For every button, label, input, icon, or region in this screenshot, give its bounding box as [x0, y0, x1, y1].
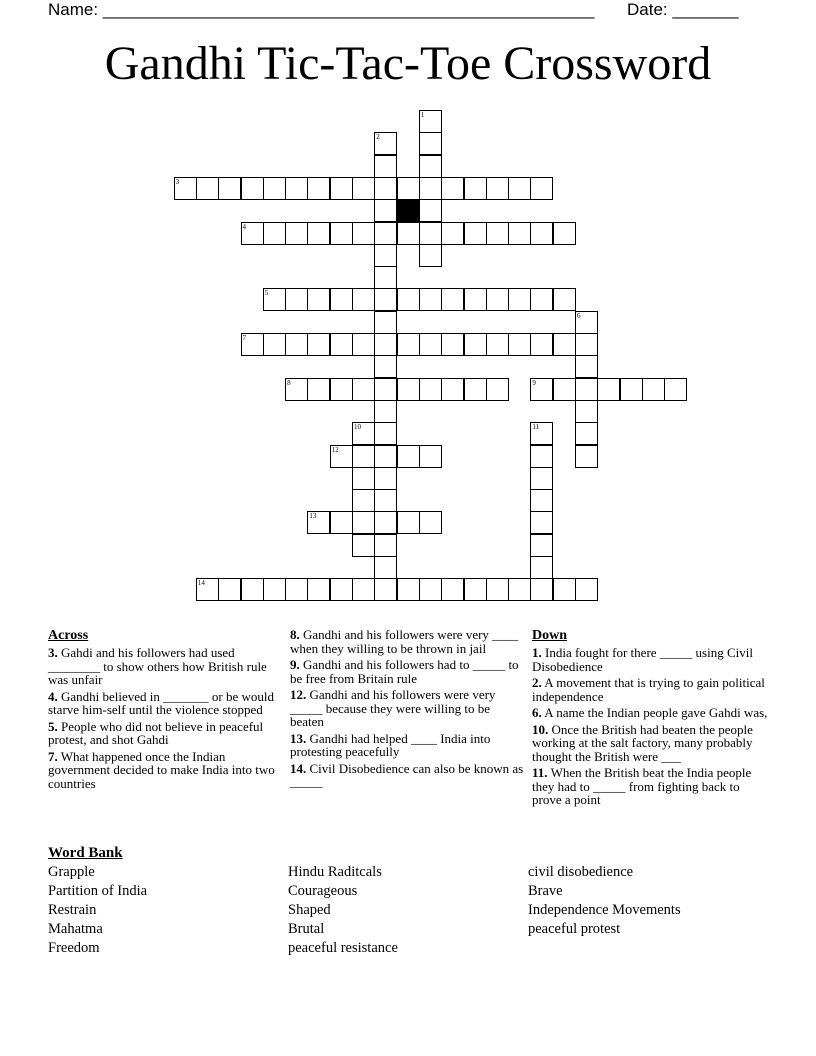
grid-cell[interactable]	[263, 578, 286, 601]
grid-cell[interactable]	[575, 378, 598, 401]
clue-text: Gandhi believed in _______ or be would starve him-self until the violence stopped	[48, 688, 275, 717]
grid-cell[interactable]	[575, 422, 598, 445]
grid-cell[interactable]	[464, 177, 487, 200]
grid-cell[interactable]	[330, 578, 353, 601]
grid-cell[interactable]	[419, 511, 442, 534]
grid-cell[interactable]	[218, 177, 241, 200]
word-bank-column-2	[288, 863, 398, 958]
grid-cell[interactable]	[330, 511, 353, 534]
clue-across-14	[290, 762, 525, 789]
word-bank-item: peaceful protest	[528, 921, 621, 937]
grid-cell[interactable]	[419, 378, 442, 401]
clue-down-1	[532, 646, 768, 673]
grid-cell[interactable]	[307, 378, 330, 401]
grid-cell[interactable]	[374, 400, 397, 423]
grid-cell[interactable]	[397, 445, 420, 468]
cell-number: 7	[242, 334, 246, 342]
grid-cell[interactable]	[218, 578, 241, 601]
grid-cell[interactable]	[374, 311, 397, 334]
grid-cell[interactable]	[575, 445, 598, 468]
grid-cell[interactable]	[464, 378, 487, 401]
grid-cell[interactable]	[530, 222, 553, 245]
cell-number: 1	[420, 111, 425, 119]
grid-cell[interactable]	[553, 288, 576, 311]
clue-number: 7.	[48, 748, 58, 764]
clue-number: 10.	[532, 721, 549, 737]
grid-cell[interactable]	[374, 222, 397, 245]
word-bank-item: Shaped	[288, 902, 331, 918]
cell-number: 6	[577, 311, 581, 320]
grid-cell[interactable]	[419, 177, 442, 200]
grid-cell[interactable]	[575, 400, 598, 423]
grid-cell[interactable]	[330, 288, 353, 311]
grid-cell[interactable]	[330, 378, 353, 401]
grid-cell[interactable]	[530, 445, 553, 468]
grid-cell[interactable]	[464, 578, 487, 601]
grid-cell[interactable]	[263, 288, 286, 311]
word-bank-item: civil disobedience	[528, 864, 634, 880]
grid-cell[interactable]	[352, 333, 375, 356]
word-bank-item: Freedom	[48, 940, 100, 956]
word-bank-item: Hindu Raditcals	[288, 864, 382, 880]
grid-cell[interactable]	[575, 355, 598, 378]
grid-cell[interactable]	[419, 244, 442, 267]
cell-number: 13	[309, 512, 317, 521]
grid-cell[interactable]	[241, 222, 264, 245]
name-field-label: Name: ____________________________________________________	[48, 0, 595, 19]
grid-cell[interactable]	[664, 378, 687, 401]
grid-cell[interactable]	[374, 155, 397, 178]
grid-cell[interactable]	[553, 578, 576, 601]
word-bank-item: peaceful resistance	[288, 940, 398, 956]
clue-text: People who did not believe in peaceful protest, and shot Gahdi	[48, 718, 264, 747]
grid-cell[interactable]	[307, 511, 330, 534]
grid-cell[interactable]	[642, 378, 665, 401]
grid-cell[interactable]	[285, 378, 308, 401]
grid-cell[interactable]	[374, 489, 397, 512]
clue-text: What happened once the Indian government decided to make India into two countries	[48, 748, 275, 791]
clue-text: A name the Indian people gave Gahdi was,	[544, 705, 768, 720]
word-bank-item: Partition of India	[48, 883, 148, 899]
grid-cell[interactable]	[241, 177, 264, 200]
grid-cell[interactable]	[352, 445, 375, 468]
grid-cell[interactable]	[597, 378, 620, 401]
grid-cell[interactable]	[397, 578, 420, 601]
grid-cell[interactable]	[307, 177, 330, 200]
grid-cell[interactable]	[397, 378, 420, 401]
cell-number: 12	[331, 445, 339, 454]
grid-cell[interactable]	[263, 222, 286, 245]
grid-cell[interactable]	[374, 266, 397, 289]
word-bank-column-3	[528, 863, 681, 939]
grid-cell[interactable]	[374, 177, 397, 200]
clue-number: 9.	[290, 657, 300, 672]
clue-text: India fought for there _____ using Civil Disobedience	[532, 645, 753, 674]
grid-cell[interactable]	[620, 378, 643, 401]
grid-cell[interactable]	[307, 578, 330, 601]
clue-number: 6.	[532, 705, 542, 720]
clue-text: Gandhi and his followers were very ____ when they willing to be thrown in jail	[290, 627, 519, 656]
grid-cell[interactable]	[241, 333, 264, 356]
grid-cell[interactable]	[508, 288, 531, 311]
clue-down-2	[532, 676, 768, 703]
clue-down-10	[532, 723, 768, 764]
across-heading: Across	[48, 628, 89, 643]
clue-number: 1.	[532, 645, 542, 660]
clue-text: When the British beat the India people they had to _____ from fighting back to prove a point	[532, 765, 752, 807]
date-field-label: Date: _______	[627, 0, 739, 19]
cell-number: 10	[354, 423, 361, 432]
clue-text: Gandhi had helped ____ India into protesting peacefully	[290, 730, 491, 759]
grid-cell[interactable]	[441, 578, 464, 601]
grid-cell[interactable]	[374, 199, 397, 222]
grid-cell[interactable]	[397, 222, 420, 245]
word-bank-item: Restrain	[48, 902, 97, 918]
grid-cell[interactable]	[352, 534, 375, 557]
grid-cell[interactable]	[575, 311, 598, 334]
word-bank-item: Grapple	[48, 864, 95, 880]
grid-cell[interactable]	[374, 556, 397, 579]
grid-cell[interactable]	[419, 199, 442, 222]
grid-cell[interactable]	[397, 288, 420, 311]
clue-across-9	[290, 658, 525, 685]
clue-across-3	[48, 646, 283, 687]
grid-cell[interactable]	[486, 333, 509, 356]
clue-number: 3.	[48, 645, 58, 660]
grid-cell[interactable]	[330, 445, 353, 468]
grid-cell[interactable]	[196, 578, 219, 601]
grid-cell[interactable]	[307, 222, 330, 245]
grid-cell[interactable]	[397, 333, 420, 356]
grid-cell[interactable]	[530, 288, 553, 311]
word-bank-item: Brutal	[288, 921, 325, 937]
cell-number: 8	[287, 378, 291, 387]
clue-down-6	[532, 706, 768, 720]
grid-cell[interactable]	[441, 333, 464, 356]
grid-cell[interactable]	[575, 333, 598, 356]
grid-cell[interactable]	[174, 177, 197, 200]
grid-cell[interactable]	[464, 222, 487, 245]
clue-text: Gandhi and his followers had to _____ to be free from Britain rule	[290, 657, 519, 686]
grid-cell[interactable]	[285, 333, 308, 356]
grid-cell[interactable]	[486, 378, 509, 401]
grid-cell[interactable]	[307, 333, 330, 356]
grid-cell[interactable]	[352, 222, 375, 245]
cell-number: 9	[532, 378, 536, 387]
grid-cell[interactable]	[441, 177, 464, 200]
clue-across-7	[48, 750, 283, 791]
grid-cell[interactable]	[374, 467, 397, 490]
grid-cell[interactable]	[575, 578, 598, 601]
cell-number: 5	[264, 289, 269, 298]
grid-cell[interactable]	[441, 222, 464, 245]
grid-cell[interactable]	[352, 489, 375, 512]
page-title: Gandhi Tic-Tac-Toe Crossword	[104, 37, 712, 90]
grid-cell[interactable]	[374, 534, 397, 557]
grid-cell[interactable]	[285, 222, 308, 245]
clue-text: A movement that is trying to gain political independence	[532, 675, 765, 704]
across-clues-column	[48, 628, 283, 793]
grid-cell[interactable]	[374, 445, 397, 468]
word-bank-item: Courageous	[288, 883, 358, 899]
cell-number: 3	[175, 177, 180, 186]
word-bank-column-1	[48, 863, 147, 958]
grid-cell[interactable]	[352, 177, 375, 200]
grid-cell[interactable]	[352, 378, 375, 401]
grid-cell[interactable]	[553, 222, 576, 245]
grid-cell[interactable]	[530, 556, 553, 579]
clue-down-11	[532, 766, 768, 807]
grid-cell[interactable]	[374, 333, 397, 356]
down-heading: Down	[532, 628, 568, 643]
grid-cell[interactable]	[352, 578, 375, 601]
grid-cell[interactable]	[352, 288, 375, 311]
clue-number: 8.	[290, 627, 300, 642]
grid-cell[interactable]	[464, 333, 487, 356]
grid-cell[interactable]	[530, 422, 553, 445]
grid-cell[interactable]	[530, 511, 553, 534]
clue-number: 2.	[532, 675, 542, 690]
grid-cell[interactable]	[419, 155, 442, 178]
down-clues-column	[532, 628, 768, 810]
grid-cell[interactable]	[530, 489, 553, 512]
grid-cell[interactable]	[285, 578, 308, 601]
grid-cell[interactable]	[419, 288, 442, 311]
grid-cell[interactable]	[486, 222, 509, 245]
grid-cell[interactable]	[508, 222, 531, 245]
clue-number: 12.	[290, 687, 307, 702]
grid-cell[interactable]	[508, 177, 531, 200]
word-bank-title: Word Bank	[48, 845, 123, 861]
cell-number: 4	[242, 222, 246, 231]
clue-text: Once the British had beaten the people working at the salt factory, many probably thought the British were ___	[532, 721, 753, 764]
grid-cell[interactable]	[196, 177, 219, 200]
grid-cell[interactable]	[464, 288, 487, 311]
grid-cell[interactable]	[374, 578, 397, 601]
grid-cell[interactable]	[530, 534, 553, 557]
grid-cell[interactable]	[486, 288, 509, 311]
grid-cell[interactable]	[530, 578, 553, 601]
grid-cell[interactable]	[419, 445, 442, 468]
grid-cell[interactable]	[441, 378, 464, 401]
clue-across-4	[48, 690, 283, 717]
grid-cell[interactable]	[441, 288, 464, 311]
grid-cell[interactable]	[285, 288, 308, 311]
word-bank-item: Brave	[528, 883, 563, 899]
grid-cell[interactable]	[307, 288, 330, 311]
grid-cell[interactable]	[419, 132, 442, 155]
grid-cell[interactable]	[374, 355, 397, 378]
grid-cell[interactable]	[263, 333, 286, 356]
word-bank-item: Independence Movements	[528, 902, 681, 918]
grid-cell[interactable]	[419, 110, 442, 133]
grid-block-cell	[397, 199, 420, 222]
grid-cell[interactable]	[486, 177, 509, 200]
grid-cell[interactable]	[419, 578, 442, 601]
grid-cell[interactable]	[553, 378, 576, 401]
clue-text: Gandhi and his followers were very _____ because they were willing to be beaten	[290, 687, 496, 729]
grid-cell[interactable]	[374, 244, 397, 267]
grid-cell[interactable]	[241, 578, 264, 601]
clue-across-13	[290, 732, 525, 759]
grid-cell[interactable]	[330, 177, 353, 200]
clue-text: Gahdi and his followers had used ________ to show others how British rule was unfair	[48, 645, 267, 687]
grid-cell[interactable]	[508, 333, 531, 356]
grid-cell[interactable]	[374, 378, 397, 401]
grid-cell[interactable]	[352, 422, 375, 445]
grid-cell[interactable]	[330, 333, 353, 356]
grid-cell[interactable]	[285, 177, 308, 200]
clue-text: Civil Disobedience can also be known as _____	[290, 760, 524, 789]
grid-cell[interactable]	[530, 177, 553, 200]
clue-number: 5.	[48, 718, 58, 734]
grid-cell[interactable]	[530, 378, 553, 401]
grid-cell[interactable]	[486, 578, 509, 601]
grid-cell[interactable]	[374, 422, 397, 445]
clue-across-8	[290, 628, 525, 655]
clue-number: 11.	[532, 765, 548, 780]
grid-cell[interactable]	[374, 288, 397, 311]
cell-number: 2	[376, 133, 380, 142]
cell-number: 14	[197, 579, 205, 588]
clue-across-12	[290, 688, 525, 729]
grid-cell[interactable]	[374, 511, 397, 534]
clue-number: 4.	[48, 688, 58, 704]
across-clues-column-2	[290, 628, 525, 792]
grid-cell[interactable]	[352, 467, 375, 490]
clue-number: 13.	[290, 730, 307, 746]
grid-cell[interactable]	[374, 132, 397, 155]
grid-cell[interactable]	[397, 177, 420, 200]
word-bank-item: Mahatma	[48, 921, 103, 937]
grid-cell[interactable]	[330, 222, 353, 245]
grid-cell[interactable]	[263, 177, 286, 200]
clue-number: 14.	[290, 760, 307, 776]
grid-cell[interactable]	[530, 333, 553, 356]
clue-across-5	[48, 720, 283, 747]
grid-cell[interactable]	[553, 333, 576, 356]
grid-cell[interactable]	[530, 467, 553, 490]
cell-number: 11	[532, 423, 540, 432]
grid-cell[interactable]	[419, 222, 442, 245]
grid-cell[interactable]	[419, 333, 442, 356]
grid-cell[interactable]	[508, 578, 531, 601]
grid-cell[interactable]	[397, 511, 420, 534]
grid-cell[interactable]	[352, 511, 375, 534]
